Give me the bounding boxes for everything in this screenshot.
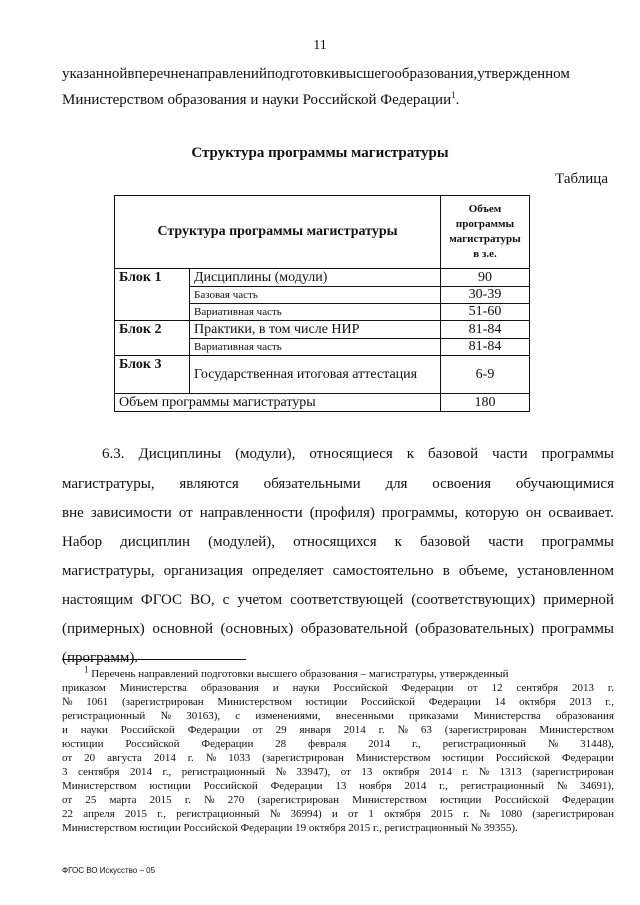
word: основной [152,621,214,637]
word: вне [62,505,84,521]
word: от [467,682,478,694]
word: относящиеся [309,446,393,462]
word: № [204,794,215,806]
word: от [252,724,263,736]
word: самостоятельно [332,563,434,579]
paragraph-line [62,446,614,463]
word: 34691), [580,780,614,792]
word: г. [607,682,614,694]
table-label: Таблица [555,171,608,187]
block-label: Блок 3 [115,356,190,394]
table-title: Структура программы магистратуры [191,145,449,161]
word: Министерством [355,752,431,764]
word: 270 [227,794,245,806]
paragraph-line [62,621,614,638]
word: которую [465,505,519,521]
table-total-row [115,394,530,412]
word: 28 [275,738,287,750]
footnote-line [62,752,614,764]
word: апреля [83,808,115,820]
word: Федерации [201,738,254,750]
footnote-line [62,696,614,708]
word: 2015 [125,808,147,820]
word: октября [382,766,420,778]
word: г., [411,738,421,750]
word: организация [163,563,244,579]
footnote-line [62,808,614,820]
word: внесенными [335,710,394,722]
word: Российской [333,682,388,694]
word: ФГОС [140,592,183,608]
word: образования, [394,66,478,82]
footnote-mark: 1 [84,664,89,675]
word: № [269,808,281,820]
table-row [115,356,530,394]
word: учетом [237,592,283,608]
word: науки [80,724,108,736]
header-structure: Структура программы магистратуры [115,196,441,269]
word: сентября [516,682,559,694]
row-name: Вариативная часть [190,304,441,321]
word: Российской [125,738,180,750]
footnote-line [62,780,614,792]
word: Федерации [270,780,323,792]
word: юстиции [439,794,482,806]
word: указанной [62,66,128,82]
page-number: 11 [313,38,327,53]
word: Министерства [473,710,541,722]
word: г., [162,766,172,778]
paragraph-line: (программ). [62,650,139,666]
word: Министерства [119,682,187,694]
word: Федерации [401,682,454,694]
word: Федерации [428,696,481,708]
word: г. [378,724,385,736]
word: (основных) [220,621,294,637]
word: приказом [62,682,106,694]
word: Российской [203,780,258,792]
row-value: 90 [441,269,530,287]
word: к [394,534,402,550]
word: Министерством [217,696,292,708]
word: программы [541,621,614,637]
word: направленности [199,505,303,521]
word: ноября [359,780,392,792]
row-name: Практики, в том числе НИР [190,321,441,339]
block-label: Блок 1 [115,269,190,321]
word: регистрационный [176,808,260,820]
word: (зарегистрирован [532,808,614,820]
word: (примерных) [62,621,145,637]
header-volume-line: в з.е. [473,248,497,260]
word: Дисциплины [138,446,222,462]
word: 1313 [499,766,522,778]
word: № [397,724,409,736]
word: 1080 [500,808,523,820]
word: для [385,476,408,492]
word: к [406,446,415,462]
word: (профиля) [309,505,375,521]
row-name: Дисциплины (модули) [190,269,441,287]
word: (зарегистрирован [444,724,527,736]
footnote-divider [62,659,246,660]
row-value: 51-60 [441,304,530,321]
header-volume-line: программы [455,218,515,230]
word: в [127,66,135,82]
footnote-line [62,664,614,680]
word: г. [462,766,469,778]
word: 2015 [430,808,453,820]
word: определяет [252,563,324,579]
word: в [442,563,450,579]
table-header-row [115,196,530,269]
word: освоения [432,476,492,492]
word: юстиции [149,780,191,792]
word: базовой [428,446,479,462]
word: № [205,752,217,764]
program-structure-table [114,195,530,412]
word: 13 [335,780,347,792]
word: регистрационный [442,738,526,750]
word: № [556,780,568,792]
word: (образовательных) [415,621,535,637]
word: № [62,696,73,708]
word: настоящим [62,592,133,608]
word: программы [541,446,614,462]
word: части [492,446,528,462]
word: образования [555,710,614,722]
word: (зарегистрирован [532,766,614,778]
word: 2014 [130,766,153,778]
word: образовательной [300,621,408,637]
word: юстиции [305,696,348,708]
word: юстиции [442,752,484,764]
word: относящихся [293,534,377,550]
word: 1033 [228,752,251,764]
paragraph-line [62,592,614,609]
footnote-line [62,682,614,694]
word: ВО, [190,592,215,608]
word: науки [292,682,320,694]
word: программы [541,534,614,550]
word: (зарегистрирован [262,752,344,764]
word: регистрационный [62,710,146,722]
word: от [62,794,73,806]
word: марта [109,794,137,806]
word: 1061 [86,696,109,708]
word: изменениями, [255,710,321,722]
word: октября [519,696,556,708]
word: Федерации [187,724,240,736]
word: он [525,505,542,521]
word: Набор [62,534,103,550]
row-name: Вариативная часть [190,339,441,356]
word: февраля [308,738,347,750]
word: 2014 [429,766,452,778]
intro-line-end: . [455,92,460,108]
word: высшего [339,66,395,82]
word: 2013 [569,696,592,708]
word: магистратуры, [62,476,155,492]
word: регистрационный [460,780,544,792]
total-label: Объем программы магистратуры [115,394,441,412]
word: № [479,808,490,820]
word: направлений [185,66,267,82]
word: г. [184,794,191,806]
footnote-reference[interactable]: 1 [451,90,456,100]
word: г. [463,808,470,820]
word: г., [605,696,614,708]
table-row [115,321,530,339]
footnote-line [62,766,614,778]
word: 63 [420,724,432,736]
word: с [222,592,230,608]
word: августа [107,752,142,764]
word: 2014 [153,752,176,764]
header-volume [441,196,530,269]
word: января [299,724,331,736]
word: № [160,710,171,722]
word: № [478,766,490,778]
word: дисциплин [120,534,191,550]
word: обязательными [263,476,361,492]
word: подготовки [266,66,340,82]
word: 25 [85,794,97,806]
word: 29 [275,724,287,736]
header-volume-line: магистратуры [449,233,521,245]
word: 6.3. [102,446,125,462]
word: № [547,738,559,750]
intro-line [62,87,459,113]
word: (модулей), [208,534,276,550]
footnote-line [62,738,614,750]
word: от [340,766,351,778]
word: 33947), [296,766,331,778]
footnote-line-text: Перечень направлений подготовки высшего образования – магистратуры, утвержденный [91,668,509,680]
table-row [115,269,530,287]
word: Министерством [352,794,427,806]
word: и [272,682,279,694]
word: части [488,534,524,550]
word: базовой [419,534,471,550]
footnote-line: Министерством юстиции Российской Федерации 19 октября 2015 г., регистрационный № 39355). [62,822,518,834]
word: № [275,766,286,778]
word: юстиции [62,738,104,750]
word: 1 [368,808,374,820]
word: магистратуры, [62,563,155,579]
word: 2014 [343,724,366,736]
word: утвержденном [477,66,570,82]
word: перечне [134,66,186,82]
word: программы, [381,505,459,521]
word: 2015 [149,794,172,806]
word: 14 [494,696,506,708]
word: Министерством [62,780,137,792]
intro-line [62,61,570,87]
word: регистрационный [181,766,266,778]
word: г. [187,752,194,764]
word: образования [200,682,259,694]
word: г., [439,780,448,792]
word: обучающимися [515,476,614,492]
word: (зарегистрирован [257,794,340,806]
word: Министерством [539,724,614,736]
word: 22 [62,808,73,820]
document-footer: ФГОС ВО Искусство – 05 [62,866,156,875]
word: от [178,505,193,521]
row-value: 81-84 [441,321,530,339]
footnote-line [62,724,614,736]
word: от [62,752,73,764]
word: приказами [409,710,459,722]
word: 12 [491,682,503,694]
row-value: 81-84 [441,339,530,356]
word: и [331,808,338,820]
word: объеме, [458,563,508,579]
header-volume-line: Объем [468,203,502,215]
word: установленном [517,563,614,579]
word: являются [179,476,239,492]
word: Федерации [562,794,614,806]
word: 3 [62,766,68,778]
intro-line-text: Министерством образования и науки Российской Федерации [62,92,452,108]
footnote-line [62,794,614,806]
word: (зарегистрирован [121,696,204,708]
word: Российской [120,724,175,736]
word: Российской [495,752,550,764]
word: осваивает. [548,505,614,521]
word: 36994) [290,808,322,820]
row-name: Базовая часть [190,287,441,304]
footnote-line [62,710,614,722]
word: (модули), [235,446,296,462]
word: 2013 [571,682,594,694]
word: Российской [360,696,416,708]
word: сентября [77,766,120,778]
word: г., [157,808,166,820]
total-value: 180 [441,394,530,412]
word: с [235,710,241,722]
paragraph-line [62,534,614,551]
paragraph-line [62,563,614,580]
word: 31448), [580,738,614,750]
word: 2014 [404,780,427,792]
word: примерной [543,592,614,608]
word: (соответствующих) [411,592,536,608]
word: Российской [494,794,549,806]
word: 30163), [186,710,221,722]
word: Федерации [561,752,614,764]
paragraph-line [62,476,614,493]
word: соответствующей [290,592,404,608]
word: 2014 [368,738,391,750]
word: и [62,724,68,736]
row-name: Государственная итоговая аттестация [190,356,441,394]
paragraph-line [62,505,614,522]
row-value: 6-9 [441,356,530,394]
row-value: 30-39 [441,287,530,304]
word: от [347,808,359,820]
word: октября [384,808,421,820]
word: зависимости [90,505,172,521]
word: 20 [84,752,96,764]
word: 13 [361,766,373,778]
block-label: Блок 2 [115,321,190,356]
